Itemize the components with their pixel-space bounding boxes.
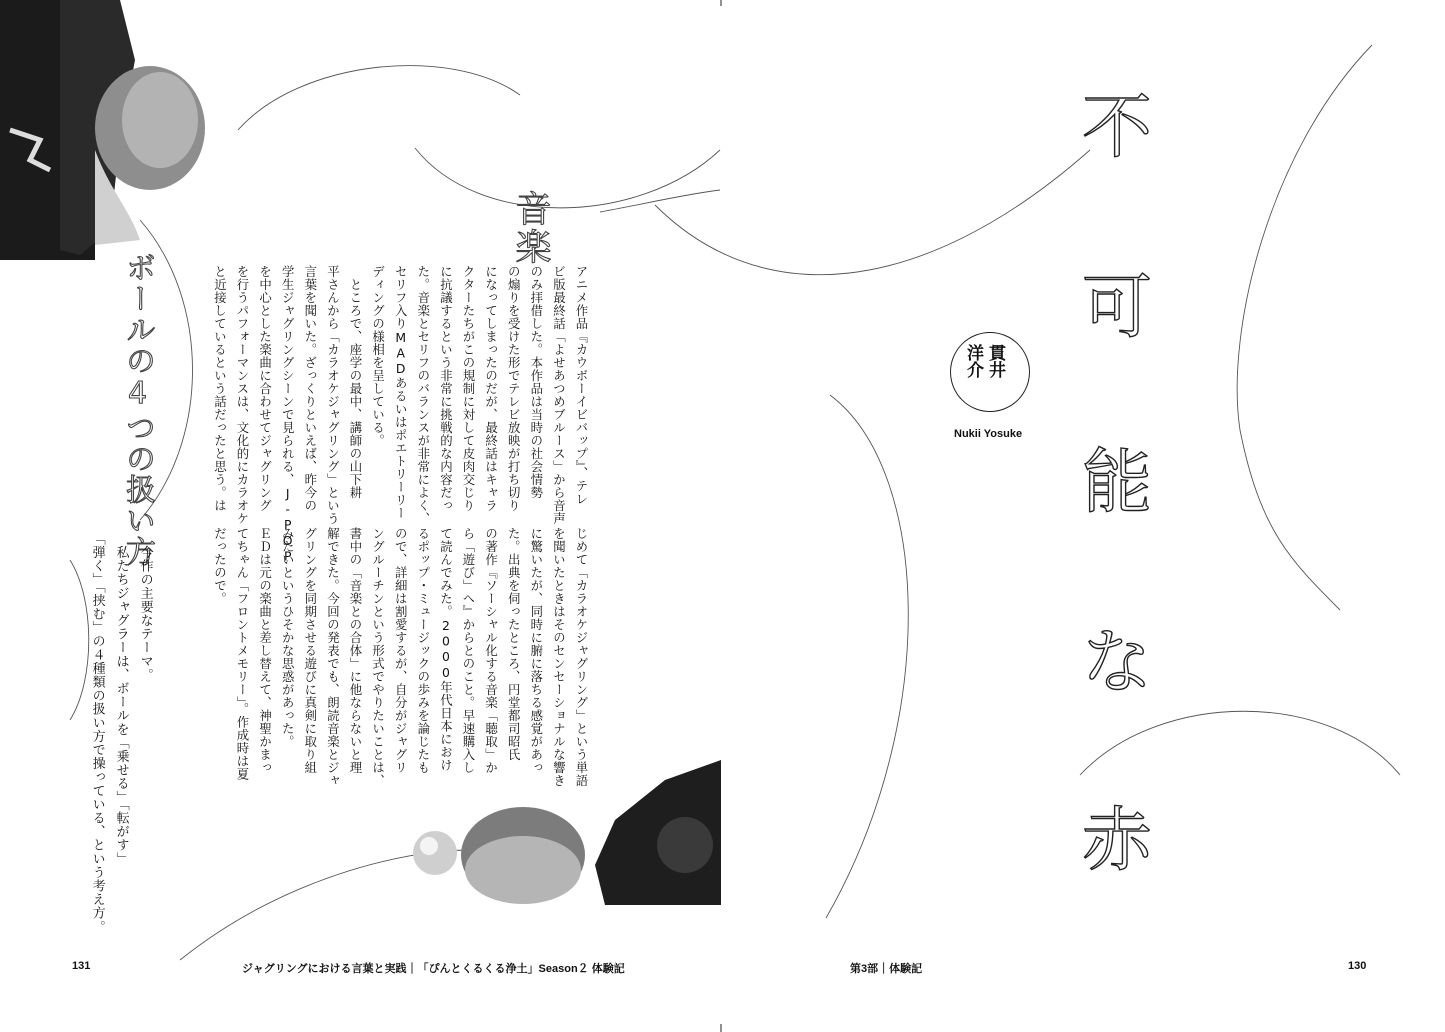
music-upper-block [205, 265, 595, 564]
arc-heading-line [600, 190, 720, 212]
text-column: 私たちジャグラーは、ボールを「乗せる」「転がす」 [113, 532, 129, 866]
text-column: た。音楽とセリフのバランスが非常によく、 [415, 265, 431, 525]
text-column: を聞いたときはそのセンセーショナルな響き [551, 527, 567, 787]
text-column: に驚いたが、同時に腑に落ちる感覚があっ [528, 527, 544, 774]
text-column: 今作の主要なテーマ。 [137, 532, 153, 682]
text-column: に抗議するという非常に挑戦的な内容だっ [438, 265, 454, 512]
title-char-1: 不 [1082, 86, 1152, 168]
text-column: ので、詳細は割愛するが、自分がジャグリ [393, 527, 409, 774]
title-char-3: 能 [1082, 441, 1152, 523]
title-char-5: 赤 [1082, 799, 1152, 881]
text-column: と近接しているという話だったと思う。は [212, 265, 228, 512]
text-column: た。出典を伺ったところ、円堂都司昭氏 [506, 527, 522, 761]
text-column: ＥＤは元の楽曲と差し替えて、神聖かまっ [257, 527, 273, 774]
text-column: 学生ジャグリングシーンで見られる、J-POP [280, 265, 296, 564]
juggler-top-photo [0, 0, 215, 260]
text-column: みたいというひそかな思惑があった。 [280, 527, 296, 748]
text-column: 「弾く」「挟む」の４種類の扱い方で操っている、という考え方。 [89, 532, 105, 934]
ball-body-block [80, 532, 160, 934]
text-column: 書中の「音楽との合体」に他ならないと理 [347, 527, 363, 774]
text-column: 解できた。今回の発表でも、朗読音楽とジャ [325, 527, 341, 787]
text-column: てちゃん「フロントメモリー」。作成時は夏 [234, 527, 250, 781]
text-column: の煽りを受けた形でテレビ放映が打ち切り [506, 265, 522, 512]
arc-right-middle [826, 395, 908, 918]
arc-top-left [238, 66, 520, 130]
text-column: になってしまったのだが、最終話はキャラ [483, 265, 499, 512]
text-column: ビ版最終話「よせあつめブルース」から音声 [551, 265, 567, 525]
text-column: ングルーチンという形式でやりたいことは、 [370, 527, 386, 787]
arc-top-right [655, 150, 1090, 275]
arc-top-center [415, 148, 720, 208]
arc-right-large-top [1237, 45, 1372, 610]
text-column: るポップ・ミュージックの歩みを論じたも [415, 527, 431, 774]
music-heading: 音楽 [510, 190, 551, 266]
ball-heading: ボールの4つの扱い方 [120, 252, 155, 567]
text-column: 言葉を聞いた。ざっくりといえば、昨今の [302, 265, 318, 512]
text-column: じめて「カラオケジャグリング」という単語 [573, 527, 589, 787]
left-page-number: 131 [72, 960, 91, 972]
text-column: だったので。 [212, 527, 228, 605]
text-column: を行うパフォーマンスは、文化的にカラオケ [234, 265, 250, 525]
title-char-4: な [1082, 621, 1152, 703]
text-column: て読んでみた。2000年代日本におけ [438, 527, 454, 772]
text-column: アニメ作品『カウボーイビバップ』、テレ [573, 265, 589, 506]
text-column: のみ拝借した。本作品は当時の社会情勢 [528, 265, 544, 499]
author-romaji: Nukii Yosuke [954, 428, 1023, 440]
text-column: ところで、座学の最中、講師の山下耕 [347, 265, 363, 499]
text-column: を中心とした楽曲に合わせてジャグリング [257, 265, 273, 512]
arc-right-lower [1080, 711, 1400, 775]
text-column: 平さんから「カラオケジャグリング」という [325, 265, 341, 525]
right-page-number: 130 [1348, 960, 1367, 972]
right-running-head: 第3部｜体験記 [850, 963, 923, 975]
text-column: セリフ入りMADあるいはポエトリーリー [393, 265, 409, 520]
title-char-2: 可 [1082, 266, 1152, 348]
text-column: ら「遊び」へ』からとのこと。早速購入し [460, 527, 476, 774]
music-lower-block [205, 527, 595, 792]
text-column: クターたちがこの規制に対して皮肉交じり [460, 265, 476, 512]
text-column: の著作『ソーシャル化する音楽「聴取」か [483, 527, 499, 774]
author-name [962, 344, 1006, 404]
author-name-col1: 貫井 [985, 344, 1005, 378]
left-running-head: ジャグリングにおける言葉と実践｜「ぴんとくるくる浄土」Season２ 体験記 [242, 963, 625, 975]
text-column: グリングを同期させる遊びに真剣に取り組 [302, 527, 318, 774]
text-column: ディングの様相を呈している。 [370, 265, 386, 447]
author-name-col2: 洋介 [963, 344, 983, 378]
